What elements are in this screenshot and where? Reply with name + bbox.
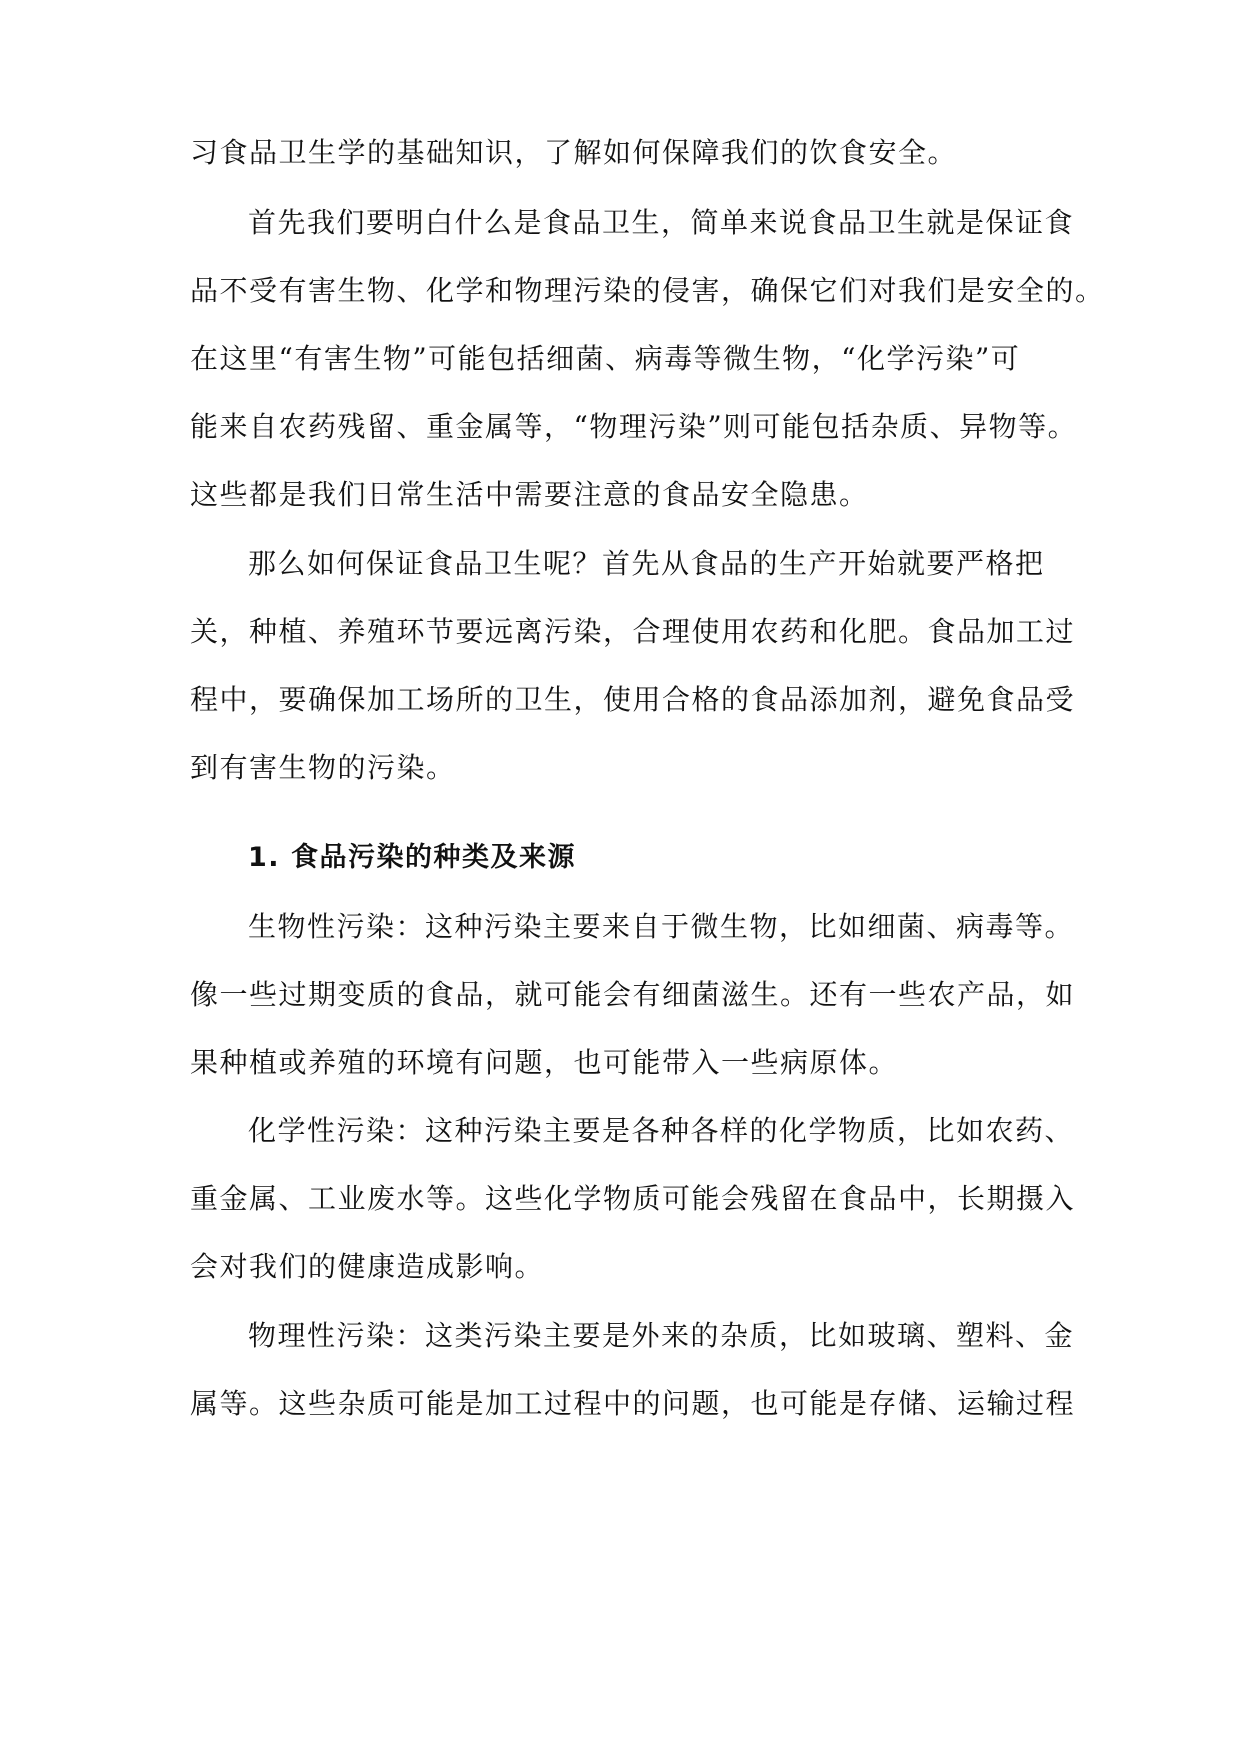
text-line: 会对我们的健康造成影响。 xyxy=(190,1250,545,1283)
text-line: 程中，要确保加工场所的卫生，使用合格的食品添加剂，避免食品受 xyxy=(190,683,1076,716)
text-line: 属等。这些杂质可能是加工过程中的问题，也可能是存储、运输过程 xyxy=(190,1387,1076,1420)
text-line: 习食品卫生学的基础知识，了解如何保障我们的饮食安全。 xyxy=(190,136,958,169)
text-line: 重金属、工业废水等。这些化学物质可能会残留在食品中，长期摄入 xyxy=(190,1182,1076,1215)
section-heading: 1. 食品污染的种类及来源 xyxy=(248,842,576,873)
text-line: 物理性污染：这类污染主要是外来的杂质，比如玻璃、塑料、金 xyxy=(248,1319,1075,1352)
text-line: 像一些过期变质的食品，就可能会有细菌滋生。还有一些农产品，如 xyxy=(190,978,1076,1011)
text-line: 品不受有害生物、化学和物理污染的侵害，确保它们对我们是安全的。 xyxy=(190,274,1105,307)
text-line: 能来自农药残留、重金属等，“物理污染”则可能包括杂质、异物等。 xyxy=(190,410,1078,443)
text-line: 到有害生物的污染。 xyxy=(190,751,456,784)
text-line: 首先我们要明白什么是食品卫生，简单来说食品卫生就是保证食 xyxy=(248,206,1075,239)
text-line: 生物性污染：这种污染主要来自于微生物，比如细菌、病毒等。 xyxy=(248,910,1075,943)
text-line: 化学性污染：这种污染主要是各种各样的化学物质，比如农药、 xyxy=(248,1114,1075,1147)
text-line: 这些都是我们日常生活中需要注意的食品安全隐患。 xyxy=(190,478,869,511)
text-line: 在这里“有害生物”可能包括细菌、病毒等微生物，“化学污染”可 xyxy=(190,342,1021,375)
text-line: 关，种植、养殖环节要远离污染，合理使用农药和化肥。食品加工过 xyxy=(190,615,1076,648)
text-line: 果种植或养殖的环境有问题，也可能带入一些病原体。 xyxy=(190,1046,899,1079)
text-line: 那么如何保证食品卫生呢？首先从食品的生产开始就要严格把 xyxy=(248,547,1045,580)
